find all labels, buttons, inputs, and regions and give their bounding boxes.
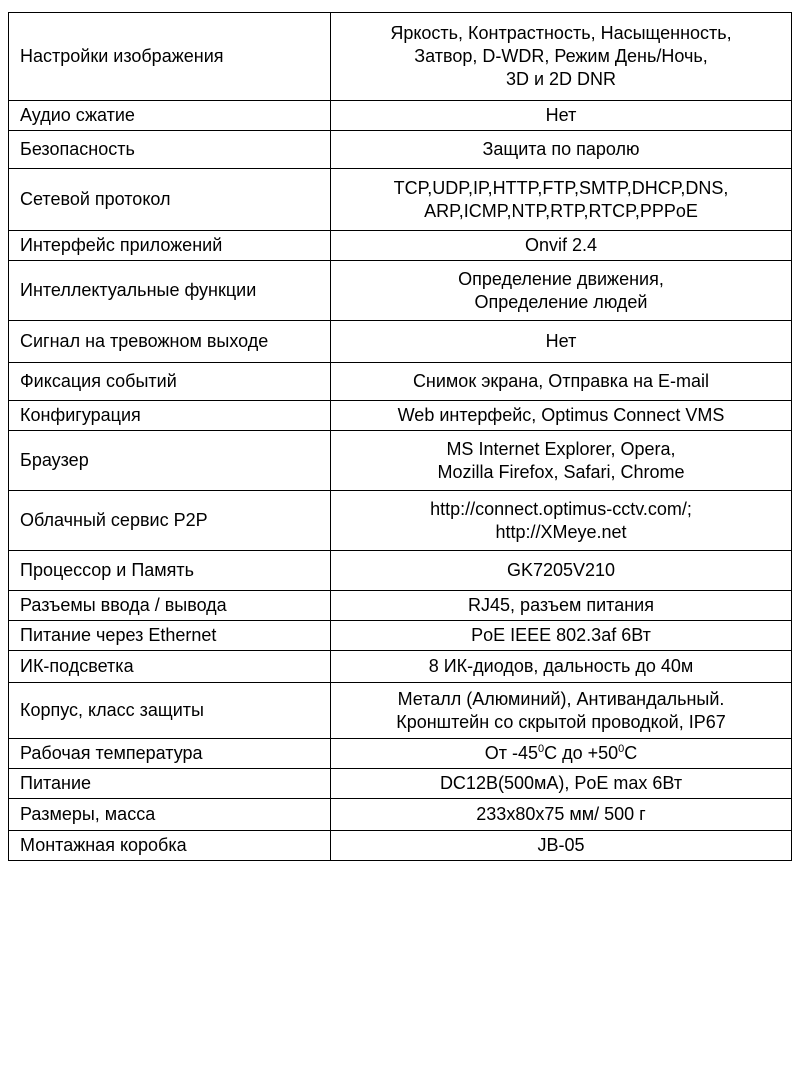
temperature-prefix: От -45 [484,743,538,763]
spec-label: Интеллектуальные функции [9,261,331,321]
spec-label: Облачный сервис P2P [9,491,331,551]
table-row [9,321,792,363]
spec-value: Нет [331,101,792,131]
table-row [9,683,792,739]
spec-label: Рабочая температура [9,739,331,769]
spec-value: Определение движения, Определение людей [331,261,792,321]
spec-value: Металл (Алюминий), Антивандальный. Кронштейн со скрытой проводкой, IP67 [331,683,792,739]
table-row [9,551,792,591]
spec-value: RJ45, разъем питания [331,591,792,621]
spec-value-temperature [331,739,792,769]
temperature-unit: C [624,743,638,763]
temperature-middle: до +50 [557,743,619,763]
spec-value: Web интерфейс, Optimus Connect VMS [331,401,792,431]
spec-value: Снимок экрана, Отправка на E-mail [331,363,792,401]
spec-label: Размеры, масса [9,799,331,831]
table-row [9,491,792,551]
spec-value: Onvif 2.4 [331,231,792,261]
spec-label: Сетевой протокол [9,169,331,231]
table-row [9,231,792,261]
spec-value: http://connect.optimus-cctv.com/; http://XMeye.net [331,491,792,551]
table-row [9,739,792,769]
table-row [9,799,792,831]
table-row [9,169,792,231]
spec-value: Защита по паролю [331,131,792,169]
degree-symbol: 0 [618,743,625,755]
spec-label: Монтажная коробка [9,831,331,861]
spec-label: Питание через Ethernet [9,621,331,651]
spec-table [8,12,792,861]
spec-label: Конфигурация [9,401,331,431]
table-row [9,651,792,683]
table-row [9,401,792,431]
spec-value: TCP,UDP,IP,HTTP,FTP,SMTP,DHCP,DNS, ARP,ICMP,NTP,RTP,RTCP,PPPoE [331,169,792,231]
temperature-unit: C [544,743,558,763]
spec-label: Браузер [9,431,331,491]
spec-label: Разъемы ввода / вывода [9,591,331,621]
table-row [9,261,792,321]
spec-label: Безопасность [9,131,331,169]
spec-label: Корпус, класс защиты [9,683,331,739]
spec-value: MS Internet Explorer, Opera, Mozilla Firefox, Safari, Chrome [331,431,792,491]
degree-symbol: 0 [537,743,545,755]
spec-value: JB-05 [331,831,792,861]
spec-value: 233х80х75 мм/ 500 г [331,799,792,831]
spec-label: Питание [9,769,331,799]
spec-value: GK7205V210 [331,551,792,591]
table-row [9,769,792,799]
table-row [9,13,792,101]
spec-label: Интерфейс приложений [9,231,331,261]
table-row [9,431,792,491]
table-row [9,131,792,169]
spec-label: Сигнал на тревожном выходе [9,321,331,363]
table-row [9,621,792,651]
spec-value: PoE IEEE 802.3af 6Вт [331,621,792,651]
table-row [9,591,792,621]
spec-label: Процессор и Память [9,551,331,591]
spec-label: Фиксация событий [9,363,331,401]
spec-value: Нет [331,321,792,363]
spec-label: Аудио сжатие [9,101,331,131]
spec-label: ИК-подсветка [9,651,331,683]
spec-value: DC12В(500мА), PoE max 6Вт [331,769,792,799]
spec-value: 8 ИК-диодов, дальность до 40м [331,651,792,683]
table-row [9,363,792,401]
table-row [9,101,792,131]
table-row [9,831,792,861]
spec-label: Настройки изображения [9,13,331,101]
spec-value: Яркость, Контрастность, Насыщенность, Затвор, D-WDR, Режим День/Ночь, 3D и 2D DNR [331,13,792,101]
